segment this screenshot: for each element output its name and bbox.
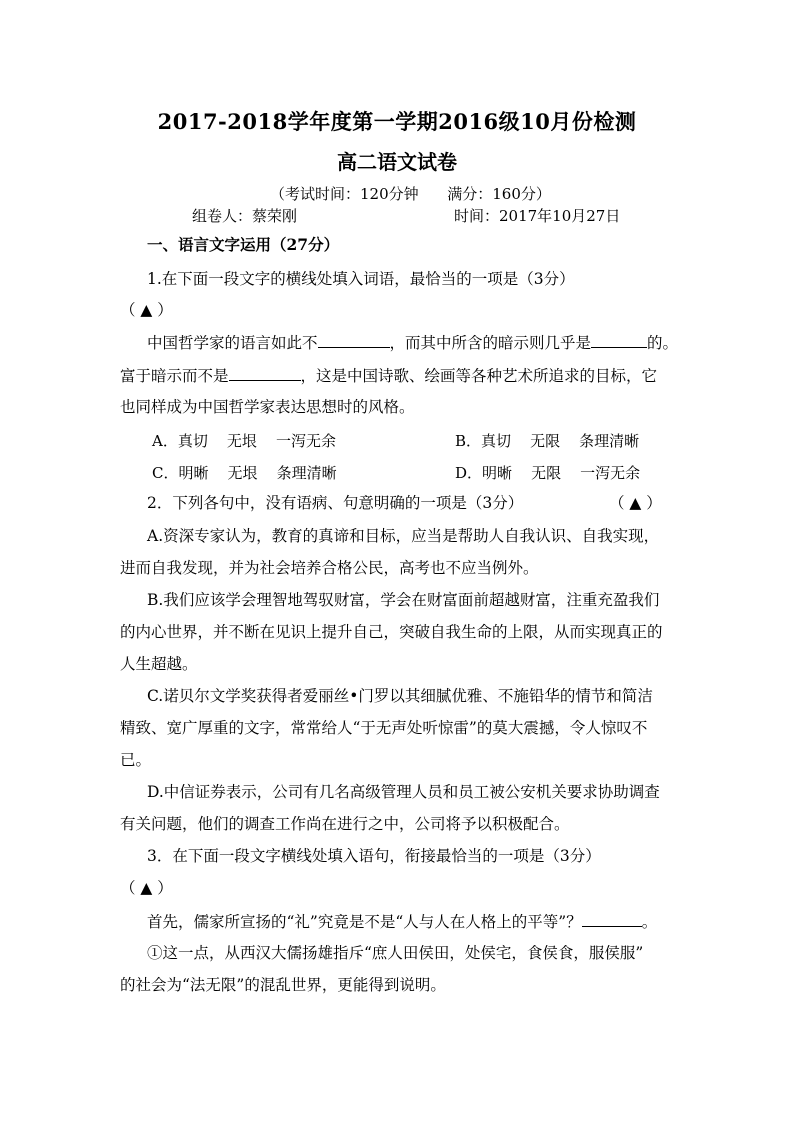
fill-blank[interactable] bbox=[229, 366, 301, 381]
q3-passage-line2: ①这一点，从西汉大儒扬雄指斥“庶人田侯田，处侯宅，食侯食，服侯服” bbox=[147, 944, 644, 962]
q2-answer-mark: （ ▲ ） bbox=[609, 494, 662, 512]
q2-option-a-line1: A.资深专家认为，教育的真谛和目标，应当是帮助人自我认识、自我实现， bbox=[147, 527, 660, 545]
exam-date: 时间：2017年10月27日 bbox=[454, 207, 621, 225]
q1-passage-line3: 也同样成为中国哲学家表达思想时的风格。 bbox=[120, 398, 415, 416]
q3-stem: 3．在下面一段文字横线处填入语句，衔接最恰当的一项是（3分） bbox=[147, 847, 601, 865]
q2-option-d-line1: D.中信证券表示，公司有几名高级管理人员和员工被公安机关要求协助调查 bbox=[147, 783, 660, 801]
q2-option-d-line2: 有关问题，他们的调查工作尚在进行之中，公司将予以积极配合。 bbox=[120, 815, 570, 833]
q1-option-b: B．真切 无限 条理清晰 bbox=[455, 432, 640, 450]
author-date-line bbox=[192, 205, 621, 226]
q1-passage-line2: 富于暗示而不是 ，这是中国诗歌、绘画等各种艺术所追求的目标，它 bbox=[120, 367, 658, 385]
fill-blank[interactable] bbox=[582, 912, 642, 927]
q2-option-c-line1: C.诺贝尔文学奖获得者爱丽丝•门罗以其细腻优雅、不施铅华的情节和简洁 bbox=[147, 687, 653, 705]
q2-option-b-line3: 人生超越。 bbox=[120, 655, 198, 673]
q2-option-c-line3: 已。 bbox=[120, 751, 152, 769]
q2-option-c-line2: 精致、宽广厚重的文字，常常给人“于无声处听惊雷”的莫大震撼，令人惊叹不 bbox=[120, 719, 648, 737]
q2-option-a-line2: 进而自我发现，并为社会培养合格公民，高考也不应当例外。 bbox=[120, 559, 539, 577]
q2-option-b-line1: B.我们应该学会理智地驾驭财富，学会在财富面前超越财富，注重充盈我们 bbox=[147, 591, 660, 609]
q2-stem: 2．下列各句中，没有语病、句意明确的一项是（3分） bbox=[147, 494, 524, 512]
q2-option-b-line2: 的内心世界，并不断在见识上提升自己，突破自我生命的上限，从而实现真正的 bbox=[120, 623, 663, 641]
q1-stem: 1.在下面一段文字的横线处填入词语，最恰当的一项是（3分） bbox=[147, 270, 575, 288]
author: 组卷人：蔡荣刚 bbox=[192, 207, 298, 225]
fill-blank[interactable] bbox=[318, 333, 390, 348]
q1-passage-line1: 中国哲学家的语言如此不 ，而其中所含的暗示则几乎是 的。 bbox=[147, 334, 679, 352]
exam-info: （考试时间：120分钟 满分：160分） bbox=[270, 185, 551, 203]
section-heading: 一、语言文字运用（27分） bbox=[147, 235, 340, 254]
q3-passage-line1: 首先，儒家所宣扬的“礼”究竟是不是“人与人在人格上的平等”？ 。 bbox=[147, 913, 658, 931]
q1-option-c: C．明晰 无垠 条理清晰 bbox=[152, 464, 337, 482]
exam-title: 2017-2018学年度第一学期2016级10月份检测 bbox=[157, 109, 637, 134]
exam-subtitle: 高二语文试卷 bbox=[337, 150, 457, 174]
q1-option-a: A．真切 无垠 一泻无余 bbox=[152, 432, 336, 450]
q3-passage-line3: 的社会为“法无限”的混乱世界，更能得到说明。 bbox=[120, 976, 446, 994]
q1-option-d: D．明晰 无限 一泻无余 bbox=[455, 464, 641, 482]
q3-answer-mark: （ ▲ ） bbox=[120, 879, 173, 897]
fill-blank[interactable] bbox=[591, 333, 647, 348]
q1-answer-mark: （ ▲ ） bbox=[120, 301, 173, 319]
